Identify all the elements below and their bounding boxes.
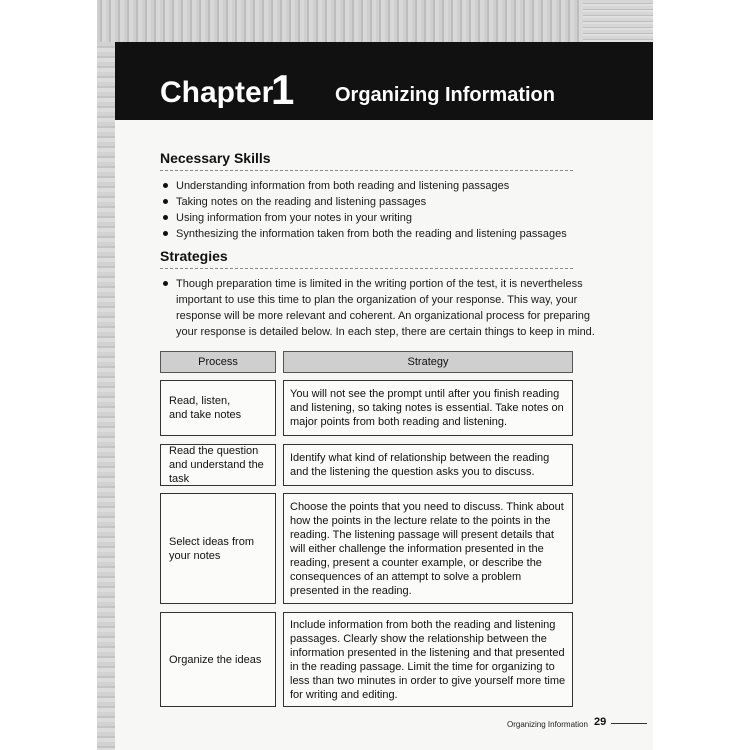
list-item: Using information from your notes in your writing (160, 210, 580, 226)
process-cell: Select ideas from your notes (160, 493, 276, 604)
strategy-cell: Include information from both the reading and listening passages. Clearly show the relationship between the information presented in the listening and that presented in the reading passage. Limit the time for organizing to less than two minutes in order to give yourself more time for writing and editing. (283, 612, 573, 707)
process-cell: Organize the ideas (160, 612, 276, 707)
scan-shading-left (97, 42, 115, 750)
process-cell: Read, listen, and take notes (160, 380, 276, 436)
strategies-divider (160, 268, 573, 269)
footer-rule (611, 723, 647, 724)
scan-shading-top (97, 0, 653, 42)
strategy-header: Strategy (283, 351, 573, 373)
chapter-label: Chapter (160, 76, 274, 109)
strategies-heading: Strategies (160, 248, 228, 264)
skills-divider (160, 170, 573, 171)
strategy-cell: Identify what kind of relationship between the reading and the listening the question asks you to discuss. (283, 444, 573, 486)
process-cell: Read the question and understand the task (160, 444, 276, 486)
skills-list (160, 178, 580, 242)
footer-section-title: Organizing Information (507, 720, 588, 729)
book-page (97, 0, 653, 750)
skills-heading: Necessary Skills (160, 150, 271, 166)
list-item: Understanding information from both reading and listening passages (160, 178, 580, 194)
chapter-title: Organizing Information (335, 84, 555, 106)
list-item: Taking notes on the reading and listening passages (160, 194, 580, 210)
strategy-cell: Choose the points that you need to discuss. Think about how the points in the lecture relate to the points in the reading. The listening passage will present details that will either challenge the information presented in the reading, present a counter example, or describe the consequences of an attempt to solve a problem presented in the reading. (283, 493, 573, 604)
strategies-paragraph: Though preparation time is limited in the writing portion of the test, it is nevertheless important to use this time to plan the organization of your response. This way, your response will be more relevant and coherent. An organizational process for preparing your response is detailed below. In each step, there are certain things to keep in mind. (160, 276, 596, 340)
chapter-number: 1 (271, 66, 295, 113)
list-item: Synthesizing the information taken from both the reading and listening passages (160, 226, 580, 242)
page-number: 29 (594, 716, 607, 728)
strategy-cell: You will not see the prompt until after you finish reading and listening, so taking notes is essential. Take notes on major points from both reading and listening. (283, 380, 573, 436)
process-header: Process (160, 351, 276, 373)
